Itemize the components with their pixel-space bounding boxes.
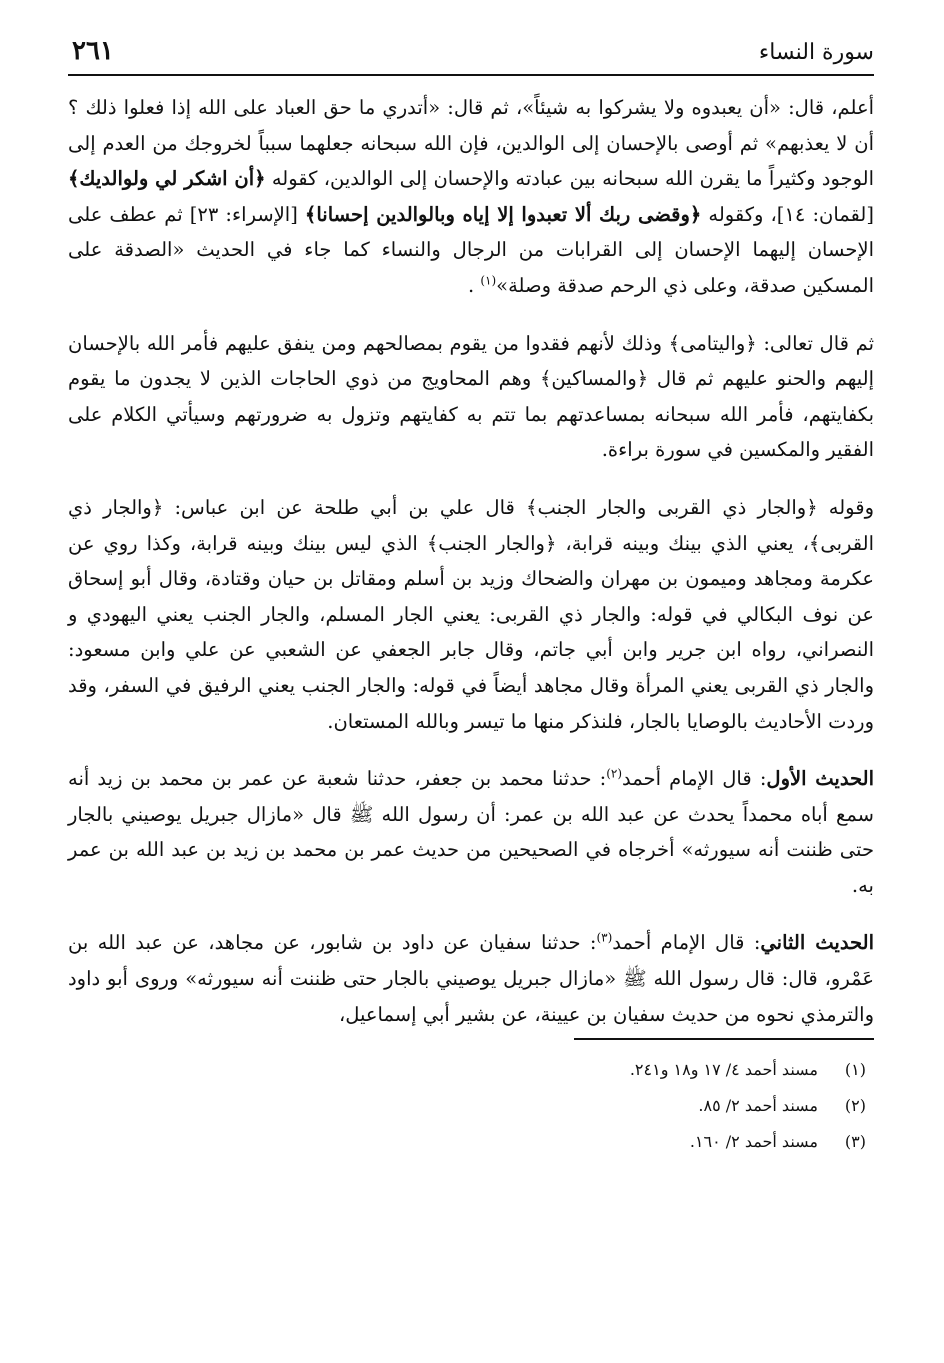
footnote-number: (٢): [844, 1096, 866, 1116]
footnote-ref: (٣): [596, 930, 613, 945]
quran-verse: ﴿أن اشكر لي ولوالديك﴾: [68, 167, 266, 191]
hadith-label: الحديث الثاني: [760, 931, 874, 955]
paragraph-text: [الإسراء: ٢٣] ثم عطف على الإحسان إليهما الإحسان إلى القرابات من الرجال والنساء كما جاء في الحديث «الصدقة على المسكين صدقة، وعلى ذي الرحم صدقة وصلة»: [68, 202, 874, 297]
paragraph-text: : حدثنا سفيان عن داود بن شابور، عن مجاهد، عن عبد الله بن عَمْرو، قال: قال رسول الله ﷺ «مازال جبريل يوصيني بالجار حتى ظننت أنه سيورثه» وروى أبو داود والترمذي نحوه من حديث سفيان بن عيينة، عن بشير أبي إسماعيل،: [68, 931, 874, 1026]
footnote-ref: (٢): [606, 766, 623, 781]
paragraph-hadith-first: [68, 761, 874, 903]
paragraph-neighbors: وقوله ﴿والجار ذي القربى والجار الجنب﴾ قال علي بن أبي طلحة عن ابن عباس: ﴿والجار ذي القربى﴾، يعني الذي بينك وبينه قرابة، ﴿والجار الجنب﴾ الذي ليس بينك وبينه قرابة، وكذا روي عن عكرمة ومجاهد وميمون بن مهران والضحاك وزيد بن أسلم ومقاتل بن حيان وقتادة، وقال أبو إسحاق عن نوف البكالي في قوله: والجار ذي القربى: يعني الجار المسلم، والجار الجنب يعني اليهودي و النصراني، رواه ابن جرير وابن أبي جاتم، وقال جابر الجعفي عن الشعبي عن علي وابن مسعود: والجار ذي القربى يعني المرأة وقال مجاهد أيضاً في قوله: والجار الجنب يعني الرفيق في السفر، وقد وردت الأحاديث بالوصايا بالجار، فلنذكر منها ما تيسر وبالله المستعان.: [68, 495, 874, 733]
footnote-text: مسند أحمد ٢/ ٨٥.: [698, 1096, 818, 1116]
paragraph-text: .: [467, 273, 481, 297]
footnote-number: (١): [844, 1060, 866, 1080]
page-number: ٢٦١: [72, 36, 114, 66]
surah-title: سورة النساء: [758, 40, 874, 65]
paragraph-text: : حدثنا محمد بن جعفر، حدثنا شعبة عن عمر بن محمد بن زيد أنه سمع أباه محمداً يحدث عن عبد الله بن عمر: أن رسول الله ﷺ قال «مازال جبريل يوصيني بالجار حتى ظننت أنه سيورثه» أخرجاه في الصحيحين من حديث عمر بن محمد بن زيد بن عبد الله بن عمر به.: [68, 767, 874, 897]
book-page: [68, 30, 874, 1343]
footnote-text: مسند أحمد ٢/ ١٦٠.: [689, 1132, 818, 1152]
paragraph-orphans: ثم قال تعالى: ﴿واليتامى﴾ وذلك لأنهم فقدوا من يقوم بمصالحهم ومن ينفق عليهم فأمر الله بالإحسان إليهم والحنو عليهم ثم قال ﴿والمساكين﴾ وهم المحاويج من ذوي الحاجات الذين لا يجدون ما يقوم بكفايتهم، فأمر الله سبحانه بمساعدتهم بما تتم به كفايتهم وتزول به ضرورتهم وسيأتي الكلام على الفقير والمكسين في سورة براءة.: [68, 331, 874, 462]
footnote: [68, 1052, 866, 1088]
hadith-label: الحديث الأول: [766, 767, 875, 791]
footnote-number: (٣): [844, 1132, 866, 1152]
footnote: [68, 1124, 866, 1160]
footnote-ref: (١): [480, 273, 497, 288]
page-header: [68, 30, 874, 76]
footnote-text: مسند أحمد ٤/ ١٧ و١٨ و٢٤١.: [629, 1060, 818, 1080]
page-body: [68, 90, 874, 1160]
paragraph-parents: [68, 90, 874, 304]
paragraph-text: [لقمان: ١٤]، وكقوله: [701, 202, 874, 226]
paragraph-text: أعلم، قال: «أن يعبدوه ولا يشركوا به شيئاً»، ثم قال: «أتدري ما حق العباد على الله إذا فعلوا ذلك ؟ أن لا يعذبهم» ثم أوصى بالإحسان إلى الوالدين، فإن الله سبحانه جعلهما سبباً لخروجك من العدم إلى الوجود وكثيراً ما يقرن الله سبحانه بين عبادته والإحسان إلى الوالدين، كقوله: [68, 96, 875, 191]
quran-verse: ﴿وقضى ربك ألا تعبدوا إلا إياه وبالوالدين إحسانا﴾: [304, 202, 702, 226]
paragraph-text: : قال الإمام أحمد: [612, 931, 761, 955]
footnote: [68, 1088, 866, 1124]
footnote-divider: [574, 1038, 874, 1040]
paragraph-hadith-second: [68, 925, 874, 1032]
paragraph-text: : قال الإمام أحمد: [622, 767, 767, 791]
